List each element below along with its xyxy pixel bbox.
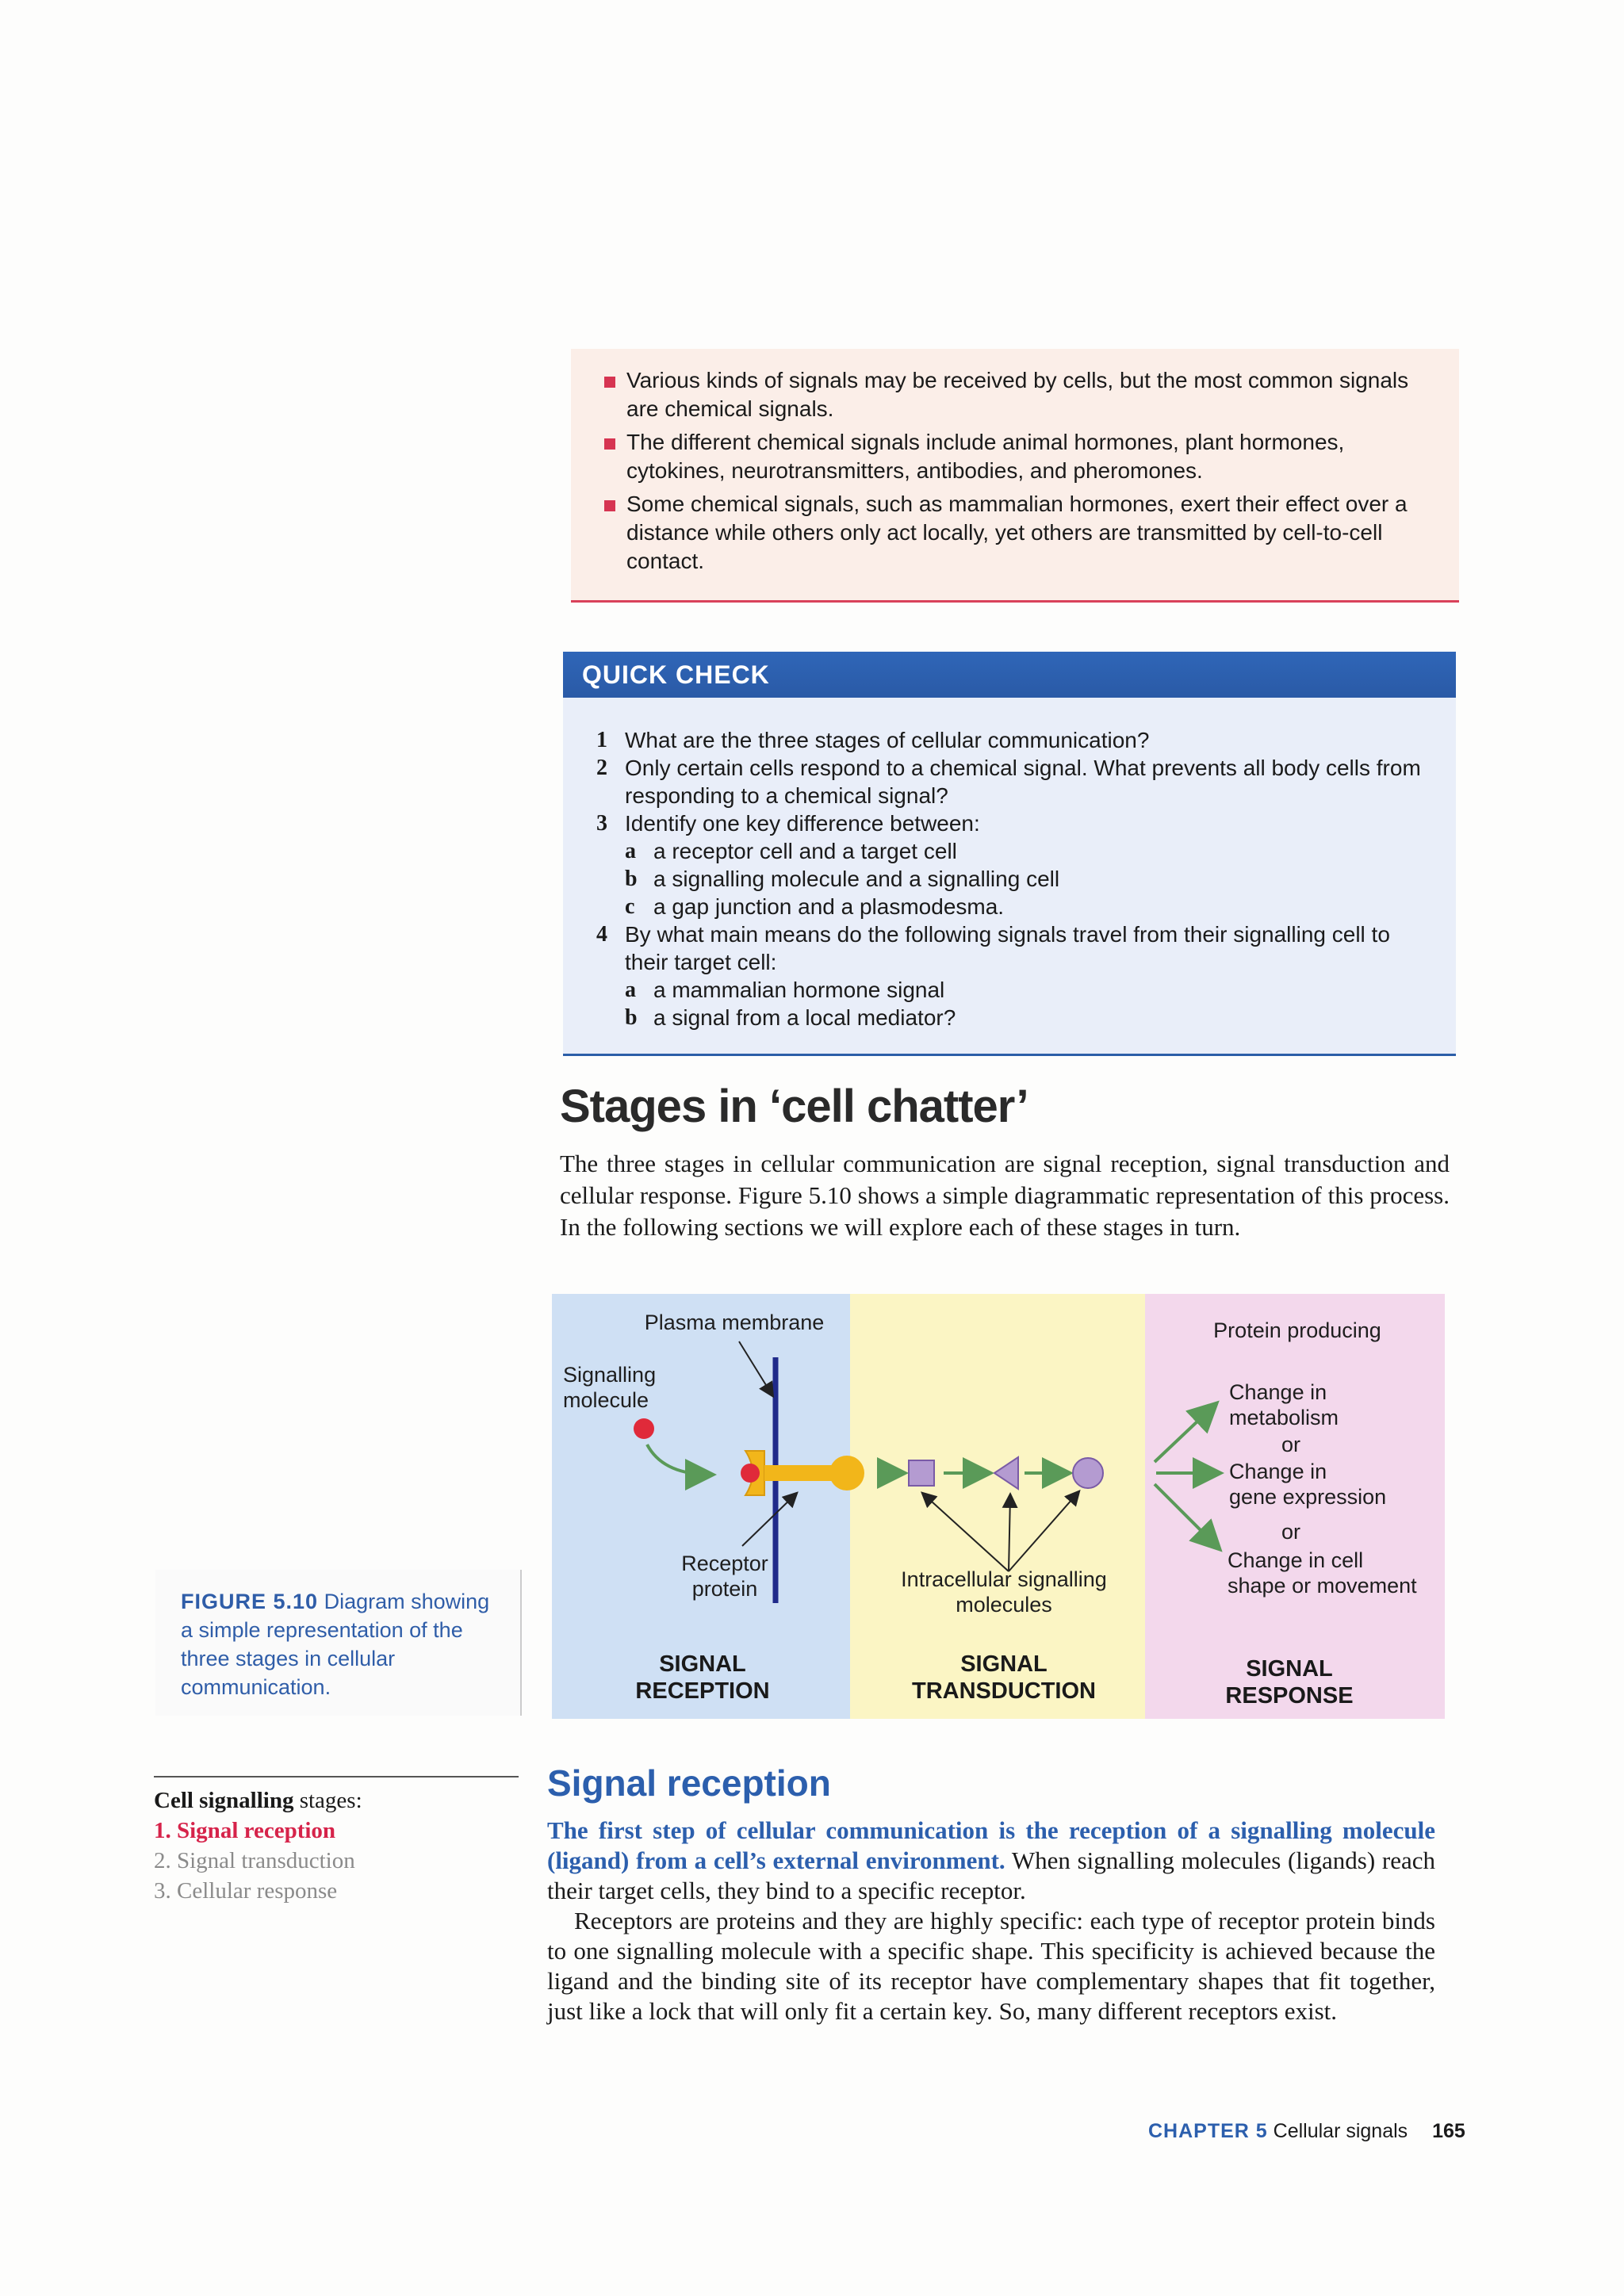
figure-caption xyxy=(155,1570,522,1716)
receptor-end xyxy=(829,1456,864,1490)
label-line: RECEPTION xyxy=(635,1678,770,1704)
sub-question xyxy=(596,865,1432,893)
sub-question xyxy=(596,893,1432,920)
question-number: 3 xyxy=(596,811,607,836)
sub-question-text: a signalling molecule and a signalling cell xyxy=(653,867,1060,891)
sub-question-letter: a xyxy=(625,839,636,863)
change-shape-label xyxy=(1228,1548,1417,1598)
footer-title: Cellular signals xyxy=(1273,2120,1408,2142)
side-note-title-bold: Cell signalling xyxy=(154,1788,294,1813)
side-note-item-active: 1. Signal reception xyxy=(154,1818,336,1843)
pointer-line xyxy=(742,1494,796,1546)
plasma-membrane-label: Plasma membrane xyxy=(644,1311,825,1334)
pointer-line xyxy=(1009,1492,1078,1571)
label-line: SIGNAL xyxy=(1246,1656,1333,1682)
pointer-line xyxy=(923,1494,1009,1571)
side-note-item: 2. Signal transduction xyxy=(154,1848,355,1873)
response-arrow xyxy=(1155,1405,1215,1462)
sub-question-text: a receptor cell and a target cell xyxy=(653,839,957,863)
pointer-line xyxy=(1009,1495,1010,1571)
sub-question-text: a mammalian hormone signal xyxy=(653,978,945,1002)
change-gene-label xyxy=(1229,1459,1386,1510)
side-note-title xyxy=(154,1785,519,1816)
question-number: 1 xyxy=(596,728,607,752)
pointer-line xyxy=(739,1341,772,1395)
quick-check-title: QUICK CHECK xyxy=(563,652,1456,698)
signalling-square xyxy=(909,1460,934,1486)
label-line: shape or movement xyxy=(1228,1574,1417,1598)
label-line: Intracellular signalling xyxy=(901,1567,1107,1591)
paragraph-rest: When signalling molecules (ligands) reach their target cells, they bind to a specific receptor. xyxy=(547,1846,1435,1904)
summary-item: The different chemical signals include animal hormones, plant hormones, cytokines, neurotransmitters, antibodies, and pheromones. xyxy=(603,428,1427,485)
signalling-triangle xyxy=(994,1457,1018,1489)
side-note-title-rest: stages: xyxy=(299,1788,362,1813)
signalling-molecule-dot xyxy=(634,1418,654,1439)
question-text: By what main means do the following signals travel from their signalling cell to their target cell: xyxy=(625,922,1390,974)
summary-item: Some chemical signals, such as mammalian hormones, exert their effect over a distance while others only act locally, yet others are transmitted by cell-to-cell contact. xyxy=(603,490,1427,576)
or-label: or xyxy=(1281,1520,1301,1544)
label-line: Receptor xyxy=(681,1552,768,1575)
sub-question-text: a gap junction and a plasmodesma. xyxy=(653,894,1005,919)
question-number: 2 xyxy=(596,756,607,780)
sub-question xyxy=(596,976,1432,1004)
subsection-body xyxy=(547,1816,1435,2026)
stage-transduction-label xyxy=(885,1651,1123,1705)
stage-response-label xyxy=(1186,1655,1392,1709)
figure-number: FIGURE 5.10 xyxy=(181,1590,319,1613)
question-text: Identify one key difference between: xyxy=(625,811,980,836)
sub-question xyxy=(596,1004,1432,1031)
page-footer xyxy=(1148,2120,1465,2143)
question-text: Only certain cells respond to a chemical signal. What prevents all body cells from responding to a chemical signal? xyxy=(625,756,1421,808)
section-title: Stages in ‘cell chatter’ xyxy=(560,1081,1028,1132)
question xyxy=(596,809,1432,837)
question xyxy=(596,754,1432,809)
label-line: Change in cell xyxy=(1228,1548,1364,1572)
subsection-title: Signal reception xyxy=(547,1762,831,1804)
question-number: 4 xyxy=(596,922,607,947)
label-line: protein xyxy=(691,1577,758,1601)
protein-producing-label: Protein producing xyxy=(1213,1318,1381,1342)
label-line: molecules xyxy=(956,1593,1052,1617)
sub-question-text: a signal from a local mediator? xyxy=(653,1005,956,1030)
sub-question-letter: a xyxy=(625,978,636,1002)
response-arrow xyxy=(1155,1484,1218,1548)
sub-question xyxy=(596,837,1432,865)
label-line: Signalling xyxy=(563,1363,657,1387)
stage-reception-label xyxy=(599,1651,806,1705)
paragraph: Receptors are proteins and they are highly specific: each type of receptor protein binds to one signalling molecule with a specific shape. This specificity is achieved because the ligand and the binding site of its receptor have complementary shapes that fit together, just like a lock that will only fit a certain key. So, many different receptors exist. xyxy=(547,1907,1435,2025)
intracellular-label xyxy=(885,1567,1123,1617)
summary-item: Various kinds of signals may be received by cells, but the most common signals are chemical signals. xyxy=(603,366,1427,423)
receptor-protein-label xyxy=(669,1551,780,1601)
label-line: Change in xyxy=(1229,1380,1327,1404)
section-paragraph: The three stages in cellular communication are signal reception, signal transduction and cellular response. Figure 5.10 shows a simple diagrammatic representation of this process. In the following sections we will explore each of these stages in turn. xyxy=(560,1150,1450,1241)
bound-ligand xyxy=(741,1464,760,1483)
signalling-molecule-label xyxy=(563,1362,656,1413)
paragraph xyxy=(547,1816,1435,1906)
label-line: TRANSDUCTION xyxy=(912,1678,1096,1704)
label-line: SIGNAL xyxy=(659,1651,746,1677)
or-label: or xyxy=(1281,1433,1301,1456)
label-line: metabolism xyxy=(1229,1406,1339,1429)
sub-question-letter: c xyxy=(625,894,635,919)
change-metabolism-label xyxy=(1229,1380,1339,1430)
label-line: gene expression xyxy=(1229,1485,1387,1509)
question xyxy=(596,920,1432,976)
question xyxy=(596,726,1432,754)
sub-question-letter: b xyxy=(625,1005,638,1030)
molecule-arrow xyxy=(647,1445,710,1475)
quick-check-list xyxy=(563,698,1456,1031)
side-note-item: 3. Cellular response xyxy=(154,1878,338,1904)
signalling-circle xyxy=(1073,1458,1103,1488)
lead-sentence: The first step of cellular communication is the reception of a signalling molecule (ligand) from a cell’s external environment. xyxy=(547,1816,1435,1874)
caption-text: Diagram showing a simple representation of the three stages in cellular communication. xyxy=(181,1590,490,1699)
label-line: Change in xyxy=(1229,1460,1327,1483)
quick-check-box xyxy=(563,652,1456,1056)
label-line: SIGNAL xyxy=(960,1651,1048,1677)
footer-chapter: CHAPTER 5 xyxy=(1148,2120,1268,2142)
label-line: molecule xyxy=(563,1388,649,1412)
page-number: 165 xyxy=(1432,2120,1465,2142)
label-line: RESPONSE xyxy=(1225,1683,1354,1709)
question-text: What are the three stages of cellular communication? xyxy=(625,728,1150,752)
side-note xyxy=(154,1776,519,1906)
figure-diagram xyxy=(552,1294,1445,1719)
sub-question-letter: b xyxy=(625,867,638,891)
summary-box xyxy=(571,349,1459,603)
